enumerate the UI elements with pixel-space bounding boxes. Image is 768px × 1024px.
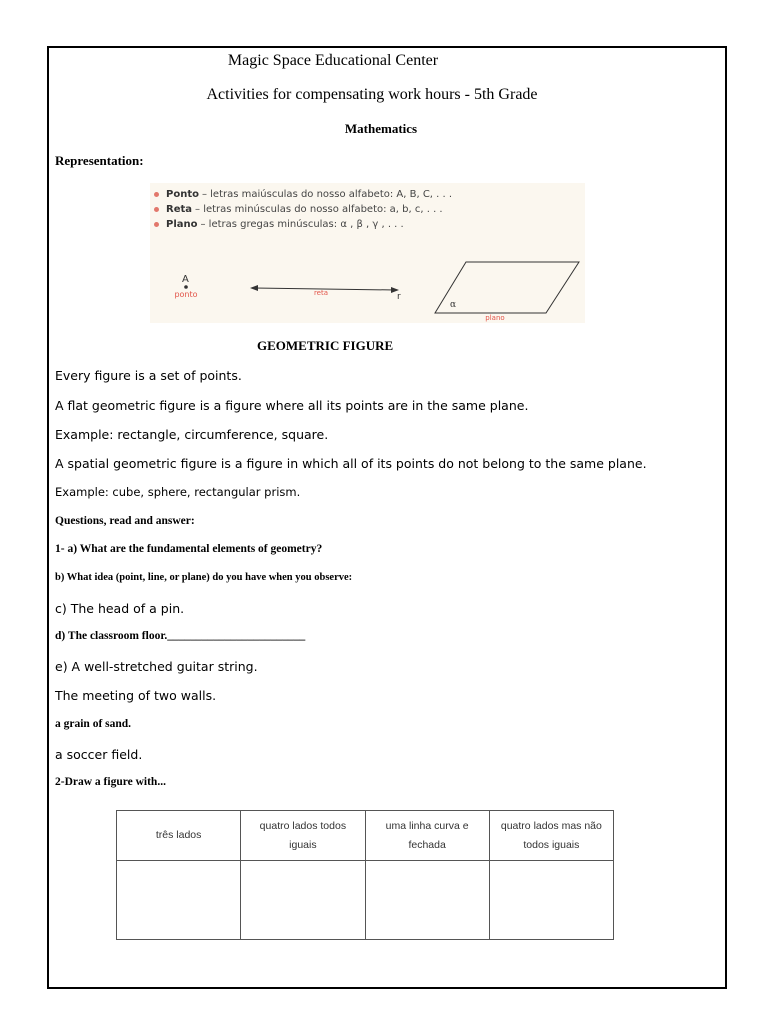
question-e: e) A well-stretched guitar string. xyxy=(55,659,258,674)
representation-figure xyxy=(150,183,585,323)
bullet-text: – letras maiúsculas do nosso alfabeto: A, B, C, . . . xyxy=(201,189,453,200)
question-c: c) The head of a pin. xyxy=(55,601,185,616)
question-1b: b) What idea (point, line, or plane) do you have when you observe: xyxy=(55,572,353,583)
point-dot-icon xyxy=(184,285,188,289)
draw-figure-table xyxy=(116,810,614,940)
activity-title: Activities for compensating work hours - 5th Grade xyxy=(206,86,538,103)
table-drawing-row xyxy=(117,861,614,940)
table-header-cell: três lados xyxy=(117,811,241,861)
bullet-term: Ponto xyxy=(166,189,199,200)
body-paragraph: Every figure is a set of points. xyxy=(55,368,242,383)
table-header-cell: quatro lados mas não todos iguais xyxy=(489,811,613,861)
bullet-term: Reta xyxy=(166,204,193,215)
drawing-cell[interactable] xyxy=(117,861,241,940)
drawing-cell[interactable] xyxy=(241,861,365,940)
point-letter: A xyxy=(182,274,189,285)
drawing-cell[interactable] xyxy=(365,861,489,940)
section-title: GEOMETRIC FIGURE xyxy=(257,338,394,353)
bullet-text: – letras gregas minúsculas: α , β , γ , . . . xyxy=(200,219,404,230)
plane-letter: α xyxy=(450,300,457,310)
questions-heading: Questions, read and answer: xyxy=(55,515,195,527)
table-header-cell: quatro lados todos iguais xyxy=(241,811,365,861)
question-d: d) The classroom floor.________________________ xyxy=(55,630,306,642)
question-2: 2-Draw a figure with... xyxy=(55,776,166,788)
question-1a: 1- a) What are the fundamental elements of geometry? xyxy=(55,543,323,555)
body-paragraph: Example: cube, sphere, rectangular prism. xyxy=(55,485,301,499)
drawing-cell[interactable] xyxy=(489,861,613,940)
arrow-left-icon xyxy=(250,285,258,291)
plane-caption: plano xyxy=(485,314,505,322)
body-paragraph: A flat geometric figure is a figure where all its points are in the same plane. xyxy=(55,398,529,413)
question-h: a soccer field. xyxy=(55,747,143,762)
geometry-diagram xyxy=(150,183,585,323)
question-f: The meeting of two walls. xyxy=(55,688,217,703)
point-caption: ponto xyxy=(174,290,198,299)
line-caption: reta xyxy=(313,289,329,297)
subject-title: Mathematics xyxy=(344,121,418,136)
body-paragraph: A spatial geometric figure is a figure in which all of its points do not belong to the same plane. xyxy=(55,456,647,471)
plane-shape xyxy=(435,262,579,313)
representation-label: Representation: xyxy=(55,153,144,168)
school-name: Magic Space Educational Center xyxy=(227,52,439,69)
body-paragraph: Example: rectangle, circumference, square. xyxy=(55,427,329,442)
table-header-cell: uma linha curva e fechada xyxy=(365,811,489,861)
bullet-text: – letras minúsculas do nosso alfabeto: a, b, c, . . . xyxy=(195,204,443,215)
table-header-row xyxy=(117,811,614,861)
bullet-term: Plano xyxy=(166,219,198,230)
line-letter: r xyxy=(397,292,401,302)
question-g: a grain of sand. xyxy=(55,718,132,730)
